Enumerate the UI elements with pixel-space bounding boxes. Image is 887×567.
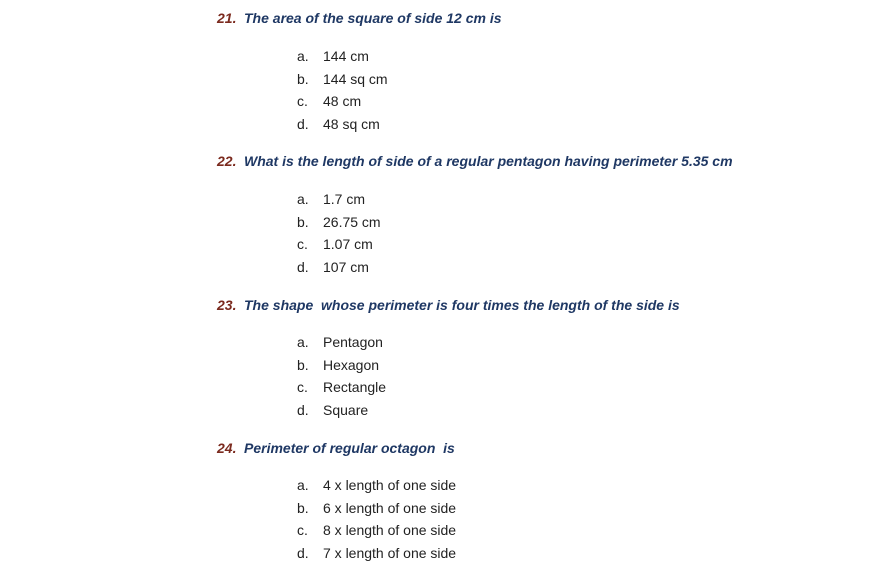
question-24-options [297, 474, 456, 565]
option-c [297, 90, 388, 113]
option-text: 144 cm [323, 48, 369, 64]
option-label: b. [297, 70, 309, 87]
question-number: 23. [217, 297, 237, 313]
option-text: Square [323, 402, 369, 419]
option-c [297, 376, 386, 399]
option-d [297, 113, 388, 136]
question-24 [217, 439, 455, 457]
option-label: b. [297, 213, 309, 230]
option-text: 6 x length of one side [323, 499, 457, 516]
question-23 [217, 296, 680, 314]
option-d [297, 542, 456, 565]
option-d [297, 256, 381, 279]
option-label: a. [297, 191, 309, 207]
option-c [297, 233, 381, 256]
option-label: d. [297, 259, 309, 276]
option-text: 8 x length of one side [323, 522, 457, 539]
option-text: 4 x length of one side [323, 477, 457, 493]
question-text: The shape whose perimeter is four times the length of the side is [244, 297, 680, 313]
question-21-options [297, 45, 388, 136]
question-number: 21. [217, 10, 237, 26]
option-c [297, 519, 456, 542]
option-label: a. [297, 48, 309, 64]
option-text: Pentagon [323, 334, 383, 350]
option-label: c. [297, 522, 308, 539]
option-b [297, 354, 386, 377]
question-number: 22. [217, 153, 237, 169]
option-label: b. [297, 499, 309, 516]
option-text: 48 sq cm [323, 116, 380, 133]
option-d [297, 399, 386, 422]
option-b [297, 211, 381, 234]
question-22 [217, 152, 733, 170]
option-label: a. [297, 477, 309, 493]
option-label: c. [297, 93, 308, 110]
question-23-options [297, 331, 386, 422]
option-label: c. [297, 236, 308, 253]
question-22-options [297, 188, 381, 279]
option-label: d. [297, 402, 309, 419]
option-label: c. [297, 379, 308, 396]
option-a [297, 188, 381, 211]
option-label: d. [297, 116, 309, 133]
question-text: What is the length of side of a regular pentagon having perimeter 5.35 cm [244, 153, 733, 169]
option-label: d. [297, 545, 309, 562]
option-text: 144 sq cm [323, 70, 388, 87]
option-b [297, 68, 388, 91]
option-label: a. [297, 334, 309, 350]
option-a [297, 474, 456, 497]
option-a [297, 45, 388, 68]
option-text: 1.7 cm [323, 191, 366, 207]
question-number: 24. [217, 440, 237, 456]
option-label: b. [297, 356, 309, 373]
option-b [297, 497, 456, 520]
question-21 [217, 9, 502, 27]
option-text: 1.07 cm [323, 236, 373, 253]
option-text: Rectangle [323, 379, 387, 396]
option-text: 7 x length of one side [323, 545, 457, 562]
option-text: Hexagon [323, 356, 380, 373]
option-a [297, 331, 386, 354]
option-text: 26.75 cm [323, 213, 381, 230]
question-text: The area of the square of side 12 cm is [244, 10, 502, 26]
question-text: Perimeter of regular octagon is [244, 440, 455, 456]
option-text: 48 cm [323, 93, 362, 110]
option-text: 107 cm [323, 259, 369, 276]
